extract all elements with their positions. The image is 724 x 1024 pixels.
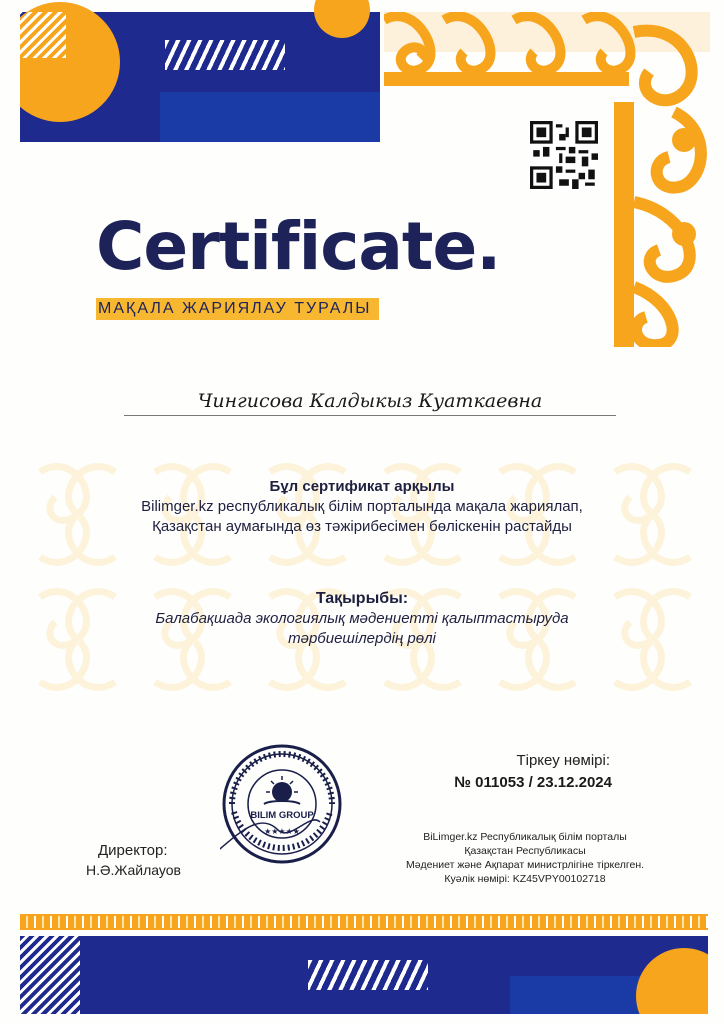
qr-code-icon[interactable]: [530, 121, 598, 189]
portal-info-line: Қазақстан Республикасы: [464, 845, 586, 857]
seal-text: BILIM GROUP: [250, 810, 314, 821]
stripes-decoration: [165, 40, 285, 70]
director-name: Н.Ә.Жайлауов: [86, 862, 181, 878]
portal-info: [380, 830, 670, 886]
intro-heading: Бұл сертификат арқылы: [269, 478, 455, 495]
recipient-name: Чингисова Калдыкыз Куаткаевна: [124, 390, 616, 416]
hatch-decoration: [20, 12, 66, 58]
orange-circle-decoration: [636, 948, 708, 1014]
stripes-decoration: [308, 960, 428, 990]
portal-info-line: BiLimger.kz Республикалық білім порталы: [423, 831, 627, 843]
portal-info-line: Мәдениет және Ақпарат министрлігіне тіркелген.: [405, 859, 645, 871]
bottom-decorative-banner: [20, 936, 708, 1014]
certificate-subtitle: МАҚАЛА ЖАРИЯЛАУ ТУРАЛЫ: [96, 298, 379, 320]
hatch-decoration: [20, 936, 80, 1014]
registration-number: № 011053 / 23.12.2024: [454, 774, 612, 791]
blue-block-decoration: [160, 92, 380, 142]
orange-semicircle-decoration: [314, 0, 370, 38]
ornament-strip: [20, 914, 708, 930]
top-decorative-banner: [20, 12, 380, 142]
certificate-title: Certificate.: [96, 208, 501, 285]
official-seal-icon: [220, 742, 344, 866]
topic-body: Балабақшада экологиялық мәдениетті қалыптастыруда тәрбиешілердің рөлі: [155, 610, 569, 647]
portal-info-line: Куәлік нөмірі: KZ45VPY00102718: [444, 873, 606, 885]
registration-label: Тіркеу нөмірі:: [516, 752, 610, 769]
intro-body: Bilimger.kz республикалық білім порталында мақала жариялап, Қазақстан аумағында өз тәжірибесімен бөлiскенiн растайды: [141, 498, 583, 535]
topic-heading: Тақырыбы:: [315, 590, 409, 607]
svg-text:★★★★★: ★★★★★: [264, 827, 300, 836]
director-label: Директор:: [98, 842, 168, 859]
